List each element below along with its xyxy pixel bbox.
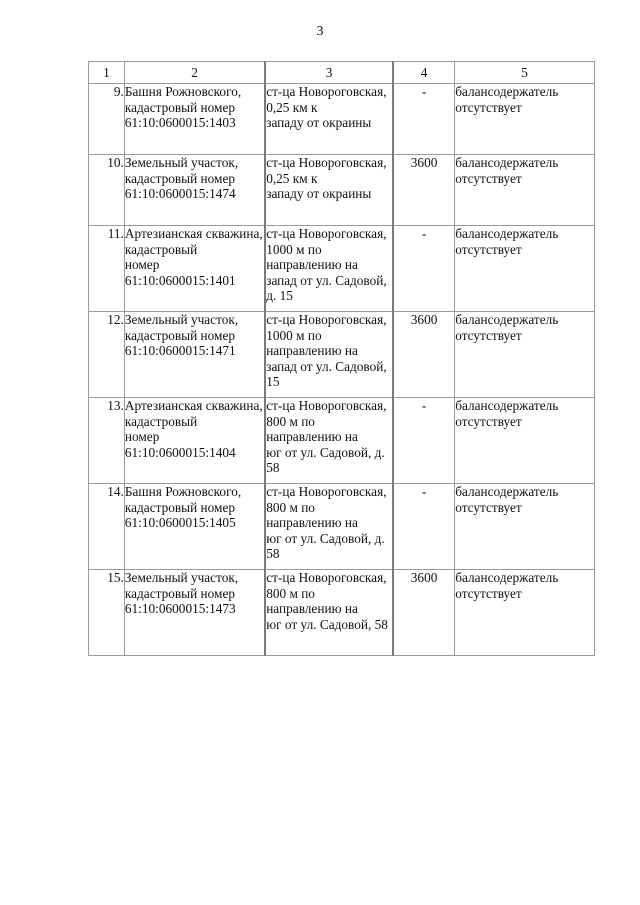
row-number: 9.: [89, 84, 125, 155]
object-area: 3600: [393, 570, 455, 656]
object-name: Земельный участок, кадастровый номер 61:10:0600015:1473: [124, 570, 265, 656]
table-row: [89, 155, 595, 226]
object-holder: балансодержатель отсутствует: [455, 155, 595, 226]
table-header-row: [89, 62, 595, 84]
object-name: Земельный участок, кадастровый номер 61:10:0600015:1474: [124, 155, 265, 226]
table-row: [89, 398, 595, 484]
object-holder: балансодержатель отсутствует: [455, 312, 595, 398]
table-row: [89, 84, 595, 155]
object-area: -: [393, 484, 455, 570]
header-cell-4: 4: [393, 62, 455, 84]
object-holder: балансодержатель отсутствует: [455, 226, 595, 312]
header-cell-1: 1: [89, 62, 125, 84]
object-holder: балансодержатель отсутствует: [455, 398, 595, 484]
row-number: 11.: [89, 226, 125, 312]
object-area: -: [393, 226, 455, 312]
property-table: [88, 61, 595, 656]
object-holder: балансодержатель отсутствует: [455, 570, 595, 656]
object-address: ст-ца Новороговская, 800 м по направлению на юг от ул. Садовой, д. 58: [265, 398, 393, 484]
object-name: Башня Рожновского, кадастровый номер 61:10:0600015:1403: [124, 84, 265, 155]
object-name: Артезианская скважина, кадастровый номер 61:10:0600015:1404: [124, 398, 265, 484]
object-name: Артезианская скважина, кадастровый номер 61:10:0600015:1401: [124, 226, 265, 312]
object-address: ст-ца Новороговская, 800 м по направлению на юг от ул. Садовой, д. 58: [265, 484, 393, 570]
object-address: ст-ца Новороговская, 0,25 км к западу от окраины: [265, 155, 393, 226]
object-area: -: [393, 84, 455, 155]
row-number: 14.: [89, 484, 125, 570]
header-cell-2: 2: [124, 62, 265, 84]
object-address: ст-ца Новороговская, 1000 м по направлению на запад от ул. Садовой, д. 15: [265, 226, 393, 312]
row-number: 10.: [89, 155, 125, 226]
table-row: [89, 312, 595, 398]
header-cell-3: 3: [265, 62, 393, 84]
object-area: 3600: [393, 312, 455, 398]
object-area: -: [393, 398, 455, 484]
object-holder: балансодержатель отсутствует: [455, 484, 595, 570]
table-row: [89, 226, 595, 312]
object-name: Башня Рожновского, кадастровый номер 61:10:0600015:1405: [124, 484, 265, 570]
object-address: ст-ца Новороговская, 1000 м по направлению на запад от ул. Садовой, 15: [265, 312, 393, 398]
header-cell-5: 5: [455, 62, 595, 84]
object-address: ст-ца Новороговская, 800 м по направлению на юг от ул. Садовой, 58: [265, 570, 393, 656]
object-address: ст-ца Новороговская, 0,25 км к западу от окраины: [265, 84, 393, 155]
table-row: [89, 570, 595, 656]
object-area: 3600: [393, 155, 455, 226]
object-holder: балансодержатель отсутствует: [455, 84, 595, 155]
object-name: Земельный участок, кадастровый номер 61:10:0600015:1471: [124, 312, 265, 398]
row-number: 15.: [89, 570, 125, 656]
table-row: [89, 484, 595, 570]
row-number: 12.: [89, 312, 125, 398]
page-number: 3: [316, 24, 324, 39]
row-number: 13.: [89, 398, 125, 484]
